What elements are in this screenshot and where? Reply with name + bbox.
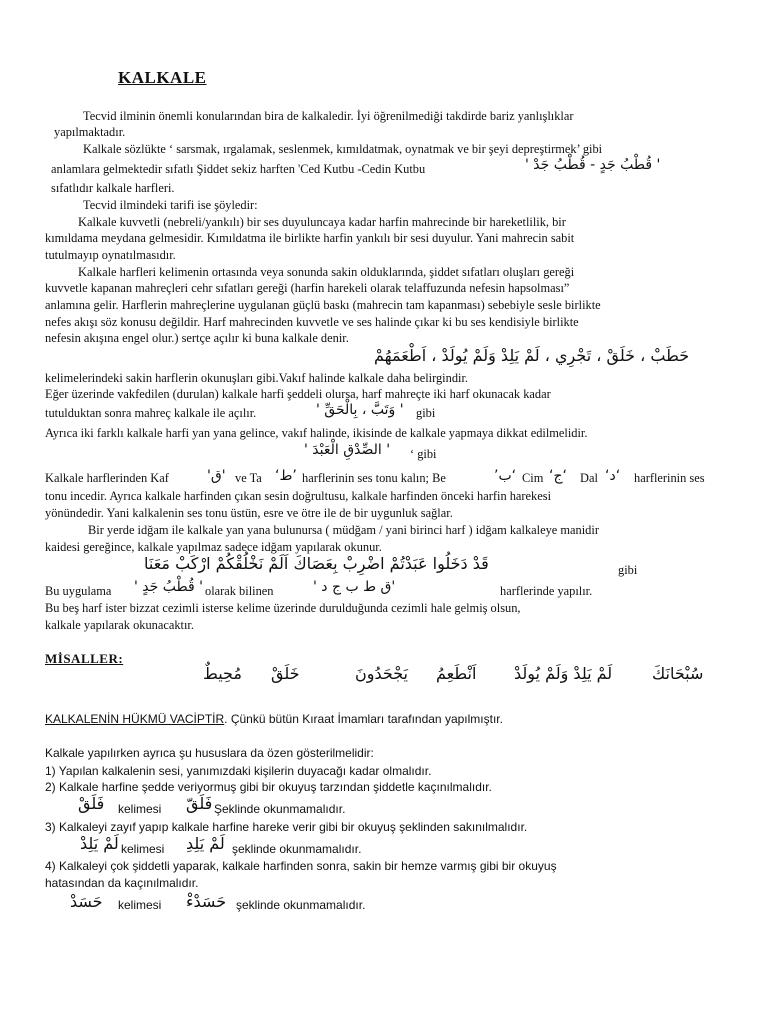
tone-line-2: tonu incedir. Ayrıca kalkale harfinden çıkan sesin doğrultusu, kalkale harfinden önceki harfin harekesi [45, 489, 552, 503]
misal-word-3: اَنْطَعِمُ [436, 664, 477, 683]
cim-letter: ‘ج‘ [549, 468, 567, 484]
explanation-line-3: anlamına gelir. Harflerin mahreçlerine uygulanan güçlü baskı (mahrecin tam kapanması) sebebiyle sesle birlikte [45, 298, 601, 312]
explanation-line-5: nefesin akışına engel olur.) sertçe açılır ki buna kalkale denir. [45, 331, 349, 345]
example-words-arabic: حَطَبْ ، خَلَقْ ، تَجْرِي ، لَمْ يَلِدْ وَلَمْ يُولَدْ ، اَطْعَمَهُمْ [374, 346, 690, 365]
misal-word-1: سُبْحَانَكَ [652, 664, 704, 683]
letters-line-1-part-b: olarak bilinen [205, 584, 274, 598]
definition-line-3: tutulmayıp oynatılmasıdır. [45, 248, 176, 262]
gibi-label: gibi [416, 406, 436, 420]
kutbu-ced-arabic: ' قُطْبُ جَدٍ ' [134, 579, 203, 595]
rule-4-example-end: şeklinde okunmamalıdır. [236, 898, 366, 912]
tone-line-1-part-d: Cim [522, 471, 544, 485]
definition-line-1: Kalkale kuvvetli (nebreli/yankılı) bir ses duyuluncaya kadar harfin mahrecinde bir hareketlilik, bir [78, 215, 566, 229]
adjacent-gibi-label: ‘ gibi [410, 447, 437, 461]
definition-intro: Tecvid ilmindeki tarifi ise şöyledir: [83, 198, 258, 212]
explanation-line-7: Eğer üzerinde vakfedilen (durulan) kalkale harfi şeddeli olursa, harf mahreçte iki harf okunacak kadar [45, 387, 551, 401]
letters-line-1-part-c: harflerinde yapılır. [500, 584, 593, 598]
ta-letter: ‘ط’ [275, 468, 297, 484]
rule-4-line-2: hatasından da kaçınılmalıdır. [45, 876, 199, 890]
tone-line-1-part-c: harflerinin ses tonu kalın; Be [302, 471, 446, 485]
dictionary-line-1: Kalkale sözlükte ‘ sarsmak, ırgalamak, seslenmek, kımıldatmak, oynatmak ve bir şeyi depreştirmek’ gibi [83, 142, 603, 156]
explanation-line-8: tutulduktan sonra mahreç kalkale ile açılır. [45, 406, 257, 420]
dictionary-line-2: anlamlara gelmektedir sıfatlı Şiddet sekiz harften 'Ced Kutbu -Cedin Kutbu [51, 162, 426, 176]
dal-letter: ‘د‘ [605, 468, 621, 484]
tone-line-3: yönündedir. Yani kalkalenin ses tonu üstün, esre ve ötre ile de bir uygunluk sağlar. [45, 506, 453, 520]
be-letter: ’ب‘ [494, 468, 517, 484]
adjacent-line-1: Ayrıca iki farklı kalkale harfi yan yana gelince, vakıf halinde, ikisinde de kalkale yapmaya dikkat edilmelidir. [45, 426, 588, 440]
rule-4-line-1: 4) Kalkaleyi çok şiddetli yaparak, kalkale harfinden sonra, sakin bir hemze varmış gibi bir okuyuş [45, 859, 557, 873]
kaf-letter: 'ق' [207, 468, 226, 484]
intro-line-2: yapılmaktadır. [54, 125, 126, 139]
tone-line-1-part-a: Kalkale harflerinden Kaf [45, 471, 169, 485]
explanation-line-6: kelimelerindeki sakin harflerin okunuşları gibi.Vakıf halinde kalkale daha belirgindir. [45, 371, 468, 385]
idgam-examples-arabic: قَدْ دَخَلُوا عَبَدْتُمْ اضْرِبْ بِعَصَاكَ اَلَمْ نَخْلُقْكُمْ ارْكَبْ مَعَنَا [144, 554, 489, 573]
rule-4-example-wrong: حَسَدْءْ [186, 892, 227, 911]
letters-line-3: kalkale yapılarak okunacaktır. [45, 618, 194, 632]
misal-word-6: مُحِيطٌ [203, 664, 242, 683]
page-title: KALKALE [118, 68, 207, 87]
ruling-line [45, 712, 503, 727]
idgam-line-1: Bir yerde idğam ile kalkale yan yana bulunursa ( müdğam / yani birinci harf ) idğam kalkaleye manidir [88, 523, 599, 537]
misal-word-5: خَلَقْ [271, 664, 300, 683]
explanation-line-2: kuvvetle kapanan mahreçleri cehr sıfatları gereği (harfin harekeli olarak telaffuzunda nefesin hapsolması” [45, 281, 570, 295]
ced-kutbu-arabic: ' قُطْبُ جَدٍ - قُطْبُ جَدْ ' [525, 157, 661, 173]
rule-2-example-end: Şeklinde okunmamalıdır. [214, 802, 346, 816]
definition-line-2: kımıldama meydana gelmesidir. Kımıldatma ile birlikte harfin yankılı bir sesi duyulur. Yani mahrecin sabit [45, 231, 575, 245]
letters-line-1-part-a: Bu uygulama [45, 584, 112, 598]
misaller-heading: MİSALLER: [45, 651, 124, 666]
intro-line-1: Tecvid ilminin önemli konularından bira de kalkaledir. İyi öğrenilmediği takdirde bariz yanlışlıklar [83, 109, 574, 123]
idgam-line-2: kaidesi gereğince, kalkale yapılmaz sadece idğam yapılarak okunur. [45, 540, 382, 554]
letters-line-2: Bu beş harf ister bizzat cezimli isterse kelime üzerinde durulduğunda cezimli hale gelmiş olsun, [45, 601, 521, 615]
misal-word-4: يَجْحَدُونَ [355, 664, 408, 683]
five-letters-arabic: 'ق ط ب ج د ' [313, 579, 396, 595]
rule-2-example-mid: kelimesi [118, 802, 162, 816]
tone-line-1-part-b: ve Ta [235, 471, 262, 485]
tone-line-1-part-e: Dal [580, 471, 598, 485]
shadda-example-arabic: ' وَتَبَّ ، بِالْحَقِّ ' [316, 402, 404, 418]
rule-2-example-word: فَلَقْ [78, 794, 105, 813]
rules-intro: Kalkale yapılırken ayrıca şu hususlara da özen gösterilmelidir: [45, 746, 374, 760]
rule-3-example-word: لَمْ يَلِدْ [80, 834, 119, 853]
misal-word-2: لَمْ يَلِدْ وَلَمْ يُولَدْ [514, 664, 613, 683]
rule-1: 1) Yapılan kalkalenin sesi, yanımızdaki kişilerin duyacağı kadar olmalıdır. [45, 764, 432, 778]
rule-3: 3) Kalkaleyi zayıf yapıp kalkale harfine hareke verir gibi bir okuyuş şeklinden sakınılmalıdır. [45, 820, 528, 834]
idgam-gibi-label: gibi [618, 563, 638, 577]
dictionary-line-3: sıfatlıdır kalkale harfleri. [51, 181, 175, 195]
rule-2-example-wrong: فَلَقّ [186, 794, 213, 813]
explanation-line-1: Kalkale harfleri kelimenin ortasında veya sonunda sakin olduklarında, şiddet sıfatları oluşları gereği [78, 265, 575, 279]
adjacent-example-arabic: ' الصِّدْقِ الْعَبْدَ ' [304, 442, 391, 458]
rule-4-example-word: حَسَدْ [70, 892, 103, 911]
rule-3-example-end: şeklinde okunmamalıdır. [232, 842, 362, 856]
rule-3-example-wrong: لَمْ يَلِدِ [186, 834, 225, 853]
tone-line-1-part-f: harflerinin ses [634, 471, 705, 485]
rule-3-example-mid: kelimesi [121, 842, 165, 856]
rule-4-example-mid: kelimesi [118, 898, 162, 912]
ruling-heading: KALKALENİN HÜKMÜ VACİPTİR [45, 712, 225, 726]
rule-2: 2) Kalkale harfine şedde veriyormuş gibi bir okuyuş tarzından şiddetle kaçınılmalıdır. [45, 780, 492, 794]
ruling-text: . Çünkü bütün Kıraat İmamları tarafından yapılmıştır. [224, 712, 503, 726]
explanation-line-4: nefes akışı söz konusu değildir. Harf mahrecinden kuvvetle ve ses halinde çıkar ki bu ses kendisiyle birlikte [45, 315, 579, 329]
